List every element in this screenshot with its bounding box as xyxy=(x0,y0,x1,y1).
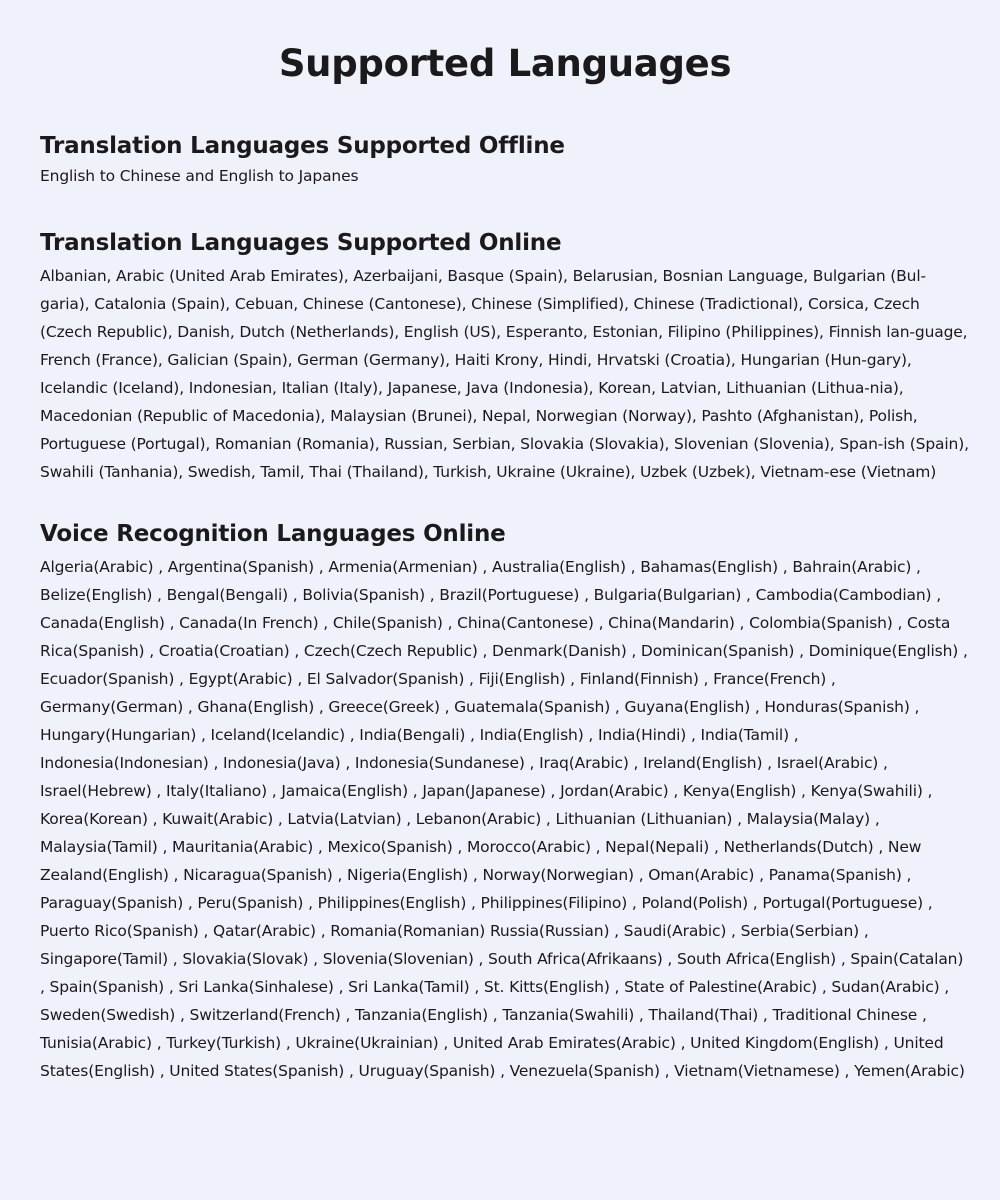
page-title: Supported Languages xyxy=(278,42,732,85)
offline-translation-heading: Translation Languages Supported Offline xyxy=(40,133,565,160)
offline-translation-text: English to Chinese and English to Japanes xyxy=(40,167,359,186)
voice-recognition-heading: Voice Recognition Languages Online xyxy=(40,520,506,547)
online-translation-heading: Translation Languages Supported Online xyxy=(40,230,562,257)
offline-translation-section xyxy=(40,132,970,187)
online-translation-list: Albanian, Arabic (United Arab Emirates), Azerbaijani, Basque (Spain), Belarusian, Bosnian Language, Bulgarian (Bul-garia), Catalonia (Spain), Cebuan, Chinese (Cantonese), Chinese (Simplified), Chinese (Tradictional), Corsica, Czech (Czech Republic), Danish, Dutch (Netherlands), English (US), Esperanto, Estonian, Filipino (Philippines), Finnish lan-guage, French (France), Galician (Spain), German (Germany), Haiti Krony, Hindi, Hrvatski (Croatia), Hungarian (Hun-gary), Icelandic (Iceland), Indonesian, Italian (Italy), Japanese, Java (Indonesia), Korean, Latvian, Lithuanian (Lithua-nia), Macedonian (Republic of Macedonia), Malaysian (Brunei), Nepal, Norwegian (Norway), Pashto (Afghanistan), Polish, Portuguese (Portugal), Romanian (Romania), Russian, Serbian, Slovakia (Slovakia), Slovenian (Slovenia), Span-ish (Spain), Swahili (Tanhania), Swedish, Tamil, Thai (Thailand), Turkish, Ukraine (Ukraine), Uzbek (Uzbek), Vietnam-ese (Vietnam) xyxy=(40,266,969,481)
voice-recognition-section xyxy=(40,520,970,1085)
voice-recognition-list: Algeria(Arabic) , Argentina(Spanish) , Armenia(Armenian) , Australia(English) , Bahamas(English) , Bahrain(Arabic) , Belize(English) , Bengal(Bengali) , Bolivia(Spanish) , Brazil(Portuguese) , Bulgaria(Bulgarian) , Cambodia(Cambodian) , Canada(English) , Canada(In French) , Chile(Spanish) , China(Cantonese) , China(Mandarin) , Colombia(Spanish) , Costa Rica(Spanish) , Croatia(Croatian) , Czech(Czech Republic) , Denmark(Danish) , Dominican(Spanish) , Dominique(English) , Ecuador(Spanish) , Egypt(Arabic) , El Salvador(Spanish) , Fiji(English) , Finland(Finnish) , France(French) , Germany(German) , Ghana(English) , Greece(Greek) , Guatemala(Spanish) , Guyana(English) , Honduras(Spanish) , Hungary(Hungarian) , Iceland(Icelandic) , India(Bengali) , India(English) , India(Hindi) , India(Tamil) , Indonesia(Indonesian) , Indonesia(Java) , Indonesia(Sundanese) , Iraq(Arabic) , Ireland(English) , Israel(Arabic) , Israel(Hebrew) , Italy(Italiano) , Jamaica(English) , Japan(Japanese) , Jordan(Arabic) , Kenya(English) , Kenya(Swahili) , Korea(Korean) , Kuwait(Arabic) , Latvia(Latvian) , Lebanon(Arabic) , Lithuanian (Lithuanian) , Malaysia(Malay) , Malaysia(Tamil) , Mauritania(Arabic) , Mexico(Spanish) , Morocco(Arabic) , Nepal(Nepali) , Netherlands(Dutch) , New Zealand(English) , Nicaragua(Spanish) , Nigeria(English) , Norway(Norwegian) , Oman(Arabic) , Panama(Spanish) , Paraguay(Spanish) , Peru(Spanish) , Philippines(English) , Philippines(Filipino) , Poland(Polish) , Portugal(Portuguese) , Puerto Rico(Spanish) , Qatar(Arabic) , Romania(Romanian) Russia(Russian) , Saudi(Arabic) , Serbia(Serbian) , Singapore(Tamil) , Slovakia(Slovak) , Slovenia(Slovenian) , South Africa(Afrikaans) , South Africa(English) , Spain(Catalan) , Spain(Spanish) , Sri Lanka(Sinhalese) , Sri Lanka(Tamil) , St. Kitts(English) , State of Palestine(Arabic) , Sudan(Arabic) , Sweden(Swedish) , Switzerland(French) , Tanzania(English) , Tanzania(Swahili) , Thailand(Thai) , Traditional Chinese , Tunisia(Arabic) , Turkey(Turkish) , Ukraine(Ukrainian) , United Arab Emirates(Arabic) , United Kingdom(English) , United States(English) , United States(Spanish) , Uruguay(Spanish) , Venezuela(Spanish) , Vietnam(Vietnamese) , Yemen(Arabic) xyxy=(40,557,968,1080)
online-translation-section xyxy=(40,229,970,486)
